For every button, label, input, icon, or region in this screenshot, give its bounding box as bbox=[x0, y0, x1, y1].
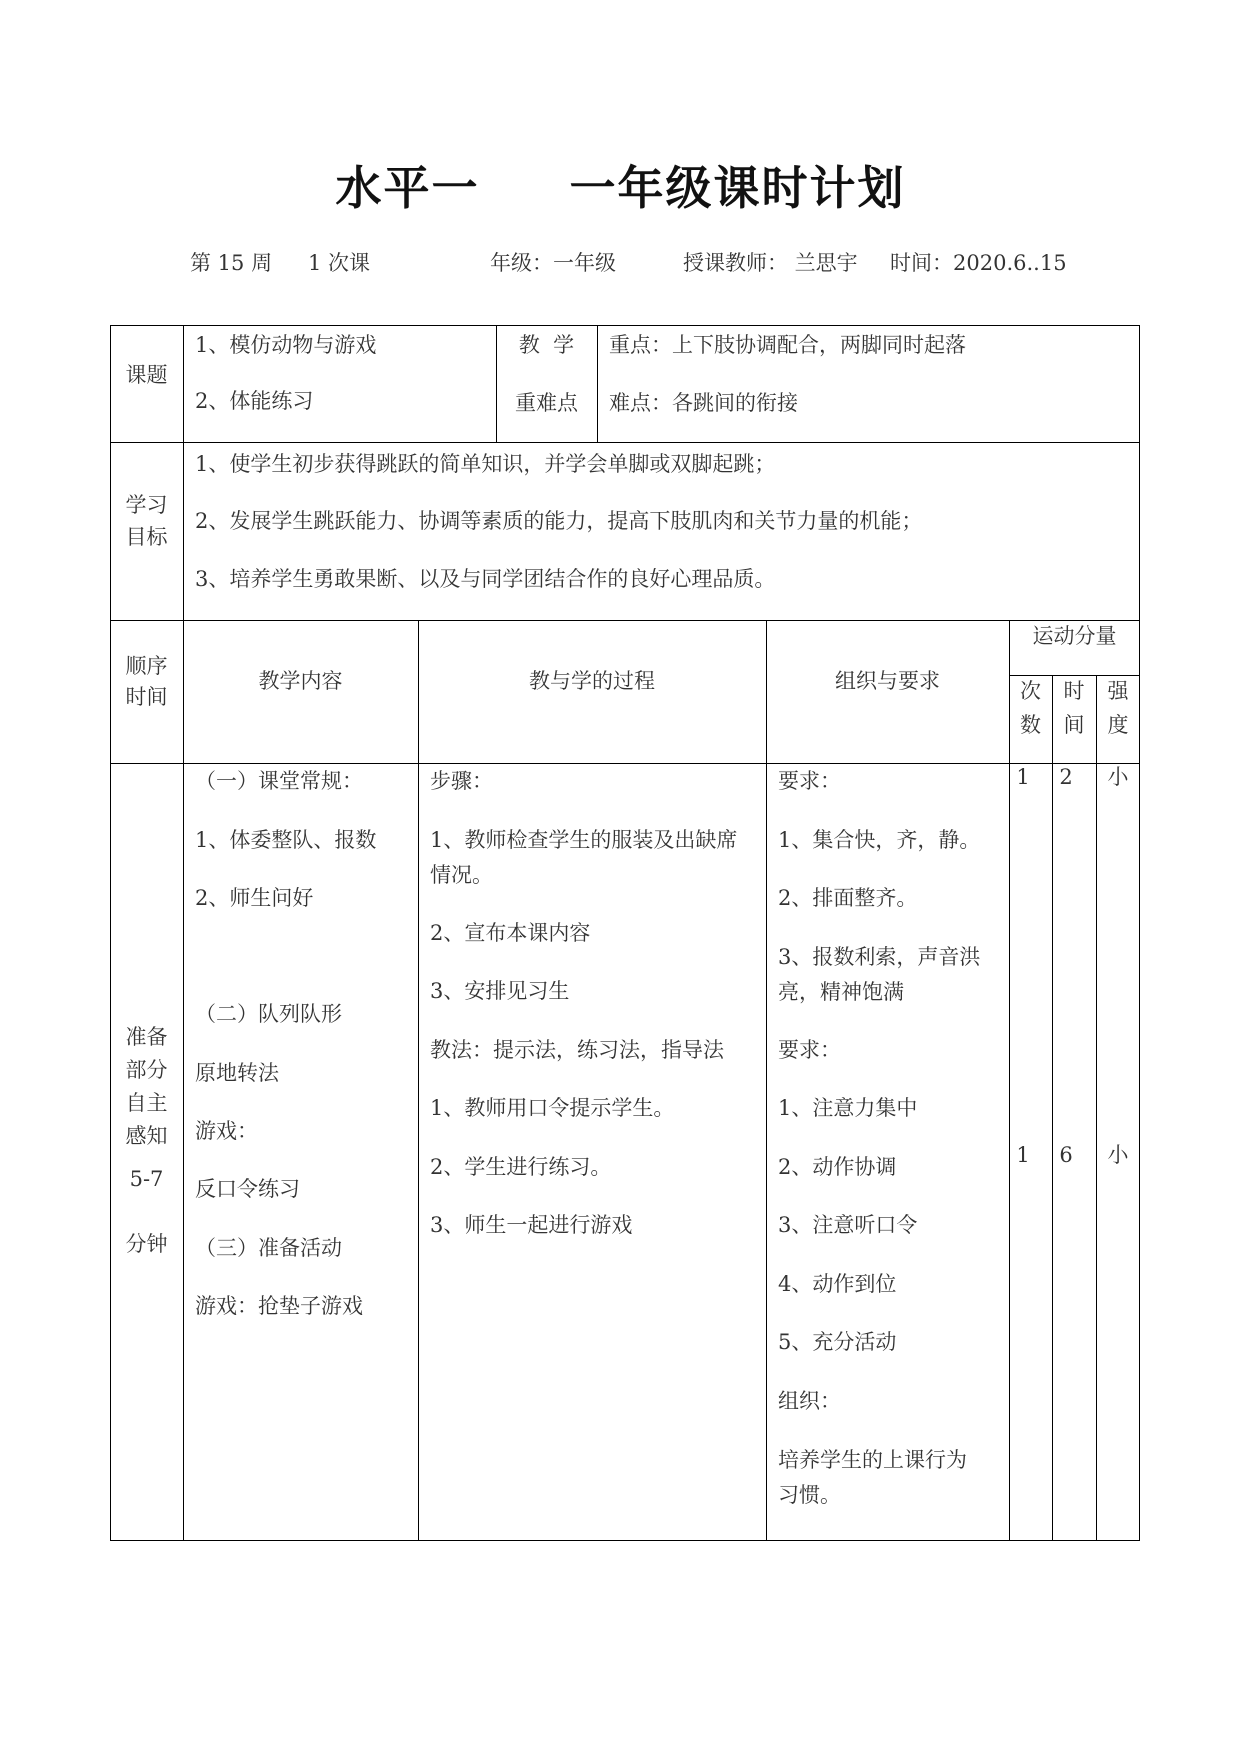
col-divider bbox=[1009, 620, 1010, 1541]
load-times: 1 bbox=[1016, 765, 1030, 789]
title-level: 水平一 bbox=[335, 161, 480, 215]
org-item: 要求： bbox=[778, 1038, 841, 1062]
header-order: 时间 bbox=[125, 685, 168, 709]
content-item: 2、师生问好 bbox=[195, 886, 314, 910]
header-process: 教与学的过程 bbox=[529, 669, 655, 693]
org-item: 2、排面整齐。 bbox=[778, 886, 918, 910]
org-item: 亮，精神饱满 bbox=[778, 980, 904, 1004]
section-label: 自主 bbox=[125, 1091, 168, 1115]
org-item: 培养学生的上课行为 bbox=[778, 1448, 967, 1472]
org-item: 5、充分活动 bbox=[778, 1330, 897, 1354]
org-item: 要求： bbox=[778, 769, 841, 793]
content-item: （三）准备活动 bbox=[195, 1236, 342, 1260]
difficulty-point: 难点：各跳间的衔接 bbox=[609, 391, 798, 415]
col-divider bbox=[597, 325, 598, 442]
goals-label: 学习 bbox=[125, 493, 168, 517]
process-item: 3、师生一起进行游戏 bbox=[430, 1213, 633, 1237]
topic-label: 课题 bbox=[125, 363, 168, 387]
meta-lesson: 1 次课 bbox=[308, 251, 371, 275]
process-item: 教法：提示法，练习法，指导法 bbox=[430, 1038, 724, 1062]
meta-week: 第 15 周 bbox=[190, 251, 273, 275]
goal-item: 2、发展学生跳跃能力、协调等素质的能力，提高下肢肌肉和关节力量的机能； bbox=[195, 509, 923, 533]
col-divider bbox=[1096, 675, 1097, 1541]
org-item: 2、动作协调 bbox=[778, 1155, 897, 1179]
col-divider bbox=[418, 620, 419, 1541]
topic-item: 2、体能练习 bbox=[195, 389, 314, 413]
col-divider bbox=[1052, 675, 1053, 1541]
section-label: 5-7 bbox=[129, 1167, 164, 1191]
header-order: 顺序 bbox=[125, 654, 168, 678]
col-divider bbox=[183, 325, 184, 1541]
org-item: 3、报数利索，声音洪 bbox=[778, 945, 981, 969]
key-label: 教 学 bbox=[518, 333, 575, 357]
header-duration: 时 bbox=[1063, 679, 1085, 703]
org-item: 1、集合快，齐，静。 bbox=[778, 828, 981, 852]
meta-time: 时间：2020.6..15 bbox=[890, 251, 1067, 275]
key-point: 重点：上下肢协调配合，两脚同时起落 bbox=[609, 333, 966, 357]
row-divider bbox=[110, 620, 1140, 621]
process-item: 情况。 bbox=[430, 863, 493, 887]
goal-item: 3、培养学生勇敢果断、以及与同学团结合作的良好心理品质。 bbox=[195, 567, 776, 591]
section-label: 部分 bbox=[125, 1058, 168, 1082]
org-item: 组织： bbox=[778, 1389, 841, 1413]
header-times: 数 bbox=[1020, 713, 1041, 737]
section-label: 分钟 bbox=[125, 1232, 168, 1256]
process-item: 步骤： bbox=[430, 769, 493, 793]
content-item: 原地转法 bbox=[195, 1061, 279, 1085]
content-item: 1、体委整队、报数 bbox=[195, 828, 377, 852]
org-item: 3、注意听口令 bbox=[778, 1213, 918, 1237]
header-org: 组织与要求 bbox=[835, 669, 940, 693]
section-label: 感知 bbox=[125, 1124, 168, 1148]
load-times: 1 bbox=[1016, 1143, 1030, 1167]
process-item: 2、学生进行练习。 bbox=[430, 1155, 612, 1179]
org-item: 习惯。 bbox=[778, 1483, 841, 1507]
org-item: 1、注意力集中 bbox=[778, 1096, 918, 1120]
col-divider bbox=[766, 620, 767, 1541]
header-content: 教学内容 bbox=[258, 669, 343, 693]
content-item: 反口令练习 bbox=[195, 1177, 300, 1201]
process-item: 1、教师检查学生的服装及出缺席 bbox=[430, 828, 738, 852]
row-divider bbox=[110, 763, 1140, 764]
content-item: （二）队列队形 bbox=[195, 1002, 342, 1026]
header-load: 运动分量 bbox=[1032, 624, 1117, 648]
header-duration: 间 bbox=[1063, 713, 1085, 737]
content-item: 游戏： bbox=[195, 1119, 258, 1143]
topic-item: 1、模仿动物与游戏 bbox=[195, 333, 377, 357]
header-intensity: 强 bbox=[1107, 679, 1129, 703]
load-intensity: 小 bbox=[1107, 765, 1129, 789]
key-label: 重难点 bbox=[515, 391, 578, 415]
section-label: 准备 bbox=[125, 1025, 168, 1049]
meta-grade: 年级：一年级 bbox=[490, 251, 616, 275]
process-item: 3、安排见习生 bbox=[430, 979, 570, 1003]
load-duration: 2 bbox=[1059, 765, 1073, 789]
row-divider bbox=[110, 442, 1140, 443]
title-main: 一年级课时计划 bbox=[569, 161, 906, 215]
process-item: 2、宣布本课内容 bbox=[430, 921, 591, 945]
header-intensity: 度 bbox=[1107, 713, 1129, 737]
meta-teacher: 授课教师： 兰思宇 bbox=[683, 251, 858, 275]
header-times: 次 bbox=[1020, 679, 1041, 703]
org-item: 4、动作到位 bbox=[778, 1272, 897, 1296]
load-intensity: 小 bbox=[1107, 1143, 1129, 1167]
process-item: 1、教师用口令提示学生。 bbox=[430, 1096, 675, 1120]
page-title bbox=[0, 152, 1241, 218]
goals-label: 目标 bbox=[125, 525, 168, 549]
content-item: 游戏：抢垫子游戏 bbox=[195, 1294, 363, 1318]
goal-item: 1、使学生初步获得跳跃的简单知识，并学会单脚或双脚起跳； bbox=[195, 452, 776, 476]
load-duration: 6 bbox=[1059, 1143, 1073, 1167]
content-item: （一）课堂常规： bbox=[195, 769, 363, 793]
